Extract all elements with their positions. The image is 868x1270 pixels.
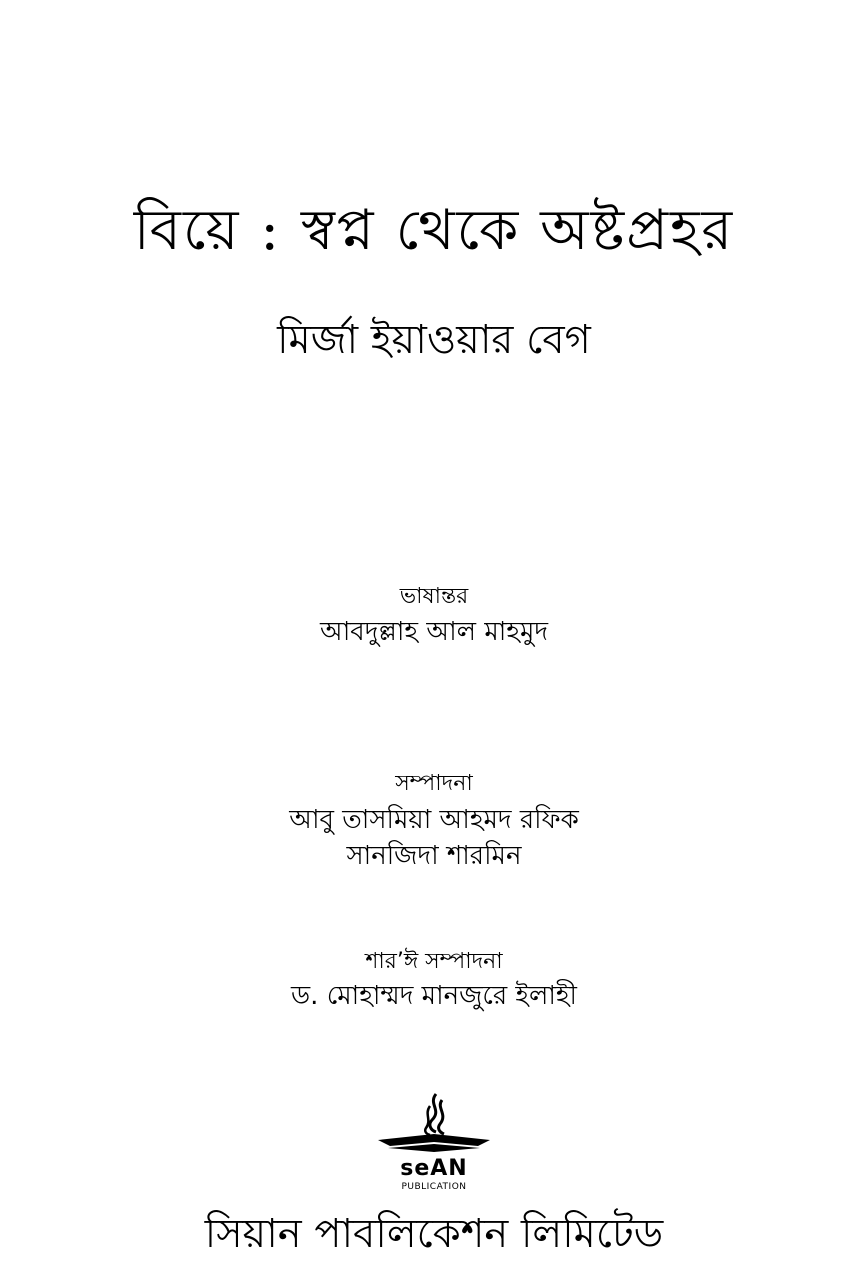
translation-label: ভাষান্তর [399, 584, 469, 609]
book-flame-icon [370, 1090, 498, 1156]
translator-name: আবদুল্লাহ আল মাহমুদ [319, 617, 549, 647]
logo-wordmark: seAN [400, 1156, 468, 1181]
editing-label: সম্পাদনা [395, 771, 473, 796]
logo-subtitle: PUBLICATION [401, 1182, 467, 1192]
author-name: মির্জা ইয়াওয়ার বেগ [277, 317, 591, 363]
sharia-editor-name: ড. মোহাম্মদ মানজুরে ইলাহী [291, 981, 577, 1011]
publisher-logo [370, 1090, 498, 1200]
editor-name-1: আবু তাসমিয়া আহমদ রফিক [289, 805, 579, 835]
book-title: বিয়ে : স্বপ্ন থেকে অষ্টপ্রহর [133, 198, 735, 263]
editor-name-2: সানজিদা শারমিন [346, 841, 522, 871]
sharia-editing-label: শার’ঈ সম্পাদনা [365, 949, 503, 974]
publisher-name: সিয়ান পাবলিকেশন লিমিটেড [204, 1211, 664, 1257]
